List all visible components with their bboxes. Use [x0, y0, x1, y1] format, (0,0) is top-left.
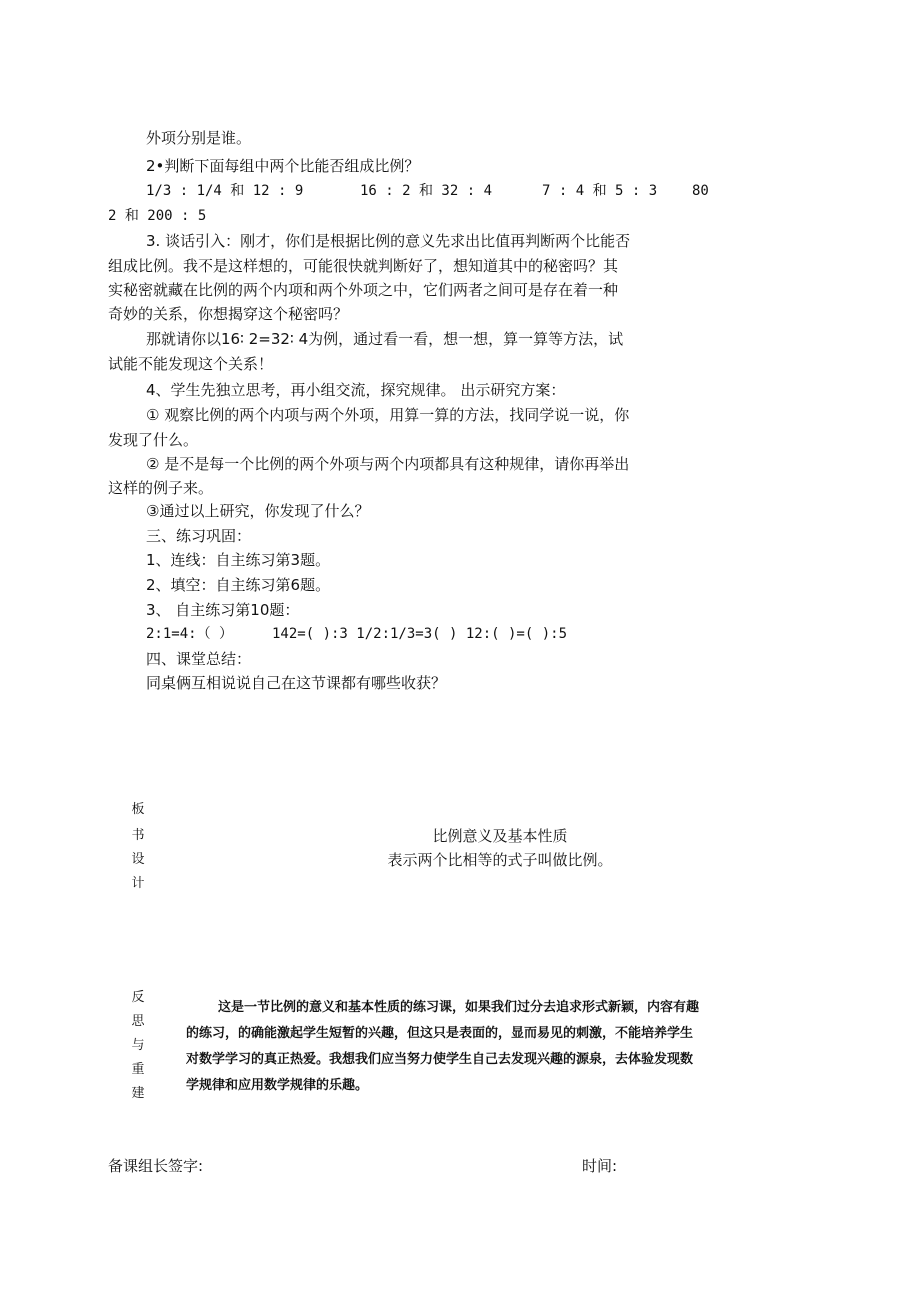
text-line: 那就请你以16∶ 2=32∶ 4为例，通过看一看，想一想，算一算等方法，试 [146, 330, 624, 348]
reflection-label-char: 与 [131, 1038, 145, 1053]
text-line: 4、学生先独立思考，再小组交流，探究规律。 出示研究方案： [146, 381, 566, 399]
reflection-label-char: 思 [131, 1014, 145, 1029]
reflection-label-char: 建 [131, 1086, 145, 1101]
text-line: 这样的例子来。 [108, 479, 214, 497]
ratio-pair-4-end: 2 和 200 : 5 [108, 208, 207, 224]
text-line: 外项分别是谁。 [146, 129, 252, 147]
text-line: 奇妙的关系，你想揭穿这个秘密吗？ [108, 305, 349, 323]
practice-item: 1、连线：自主练习第3题。 [146, 551, 331, 569]
summary-text: 同桌俩互相说说自己在这节课都有哪些收获？ [146, 674, 447, 692]
text-line: 组成比例。我不是这样想的，可能很快就判断好了，想知道其中的秘密吗？其 [108, 257, 619, 275]
practice-equation-2: 142=( ):3 1/2:1/3=3( ) 12:( )=( ):5 [272, 626, 568, 642]
time-label: 时间: [582, 1157, 618, 1175]
text-line: ③通过以上研究，你发现了什么？ [146, 502, 370, 520]
board-label-char: 计 [131, 876, 145, 891]
reflection-label-char: 重 [131, 1062, 145, 1077]
reflection-line: 的练习，的确能激起学生短暂的兴趣，但这只是表面的，显而易见的刺激，不能培养学生 [186, 1026, 694, 1041]
text-line: 3. 谈话引入：刚才，你们是根据比例的意义先求出比值再判断两个比能否 [146, 232, 631, 250]
reflection-line: 这是一节比例的意义和基本性质的练习课，如果我们过分去追求形式新颖，内容有趣 [218, 1000, 700, 1015]
board-definition: 表示两个比相等的式子叫做比例。 [387, 851, 613, 869]
text-line: 实秘密就藏在比例的两个内项和两个外项之中，它们两者之间可是存在着一种 [108, 281, 619, 299]
practice-item: 2、填空：自主练习第6题。 [146, 576, 331, 594]
text-line: ② 是不是每一个比例的两个外项与两个内项都具有这种规律，请你再举出 [146, 455, 630, 473]
practice-equation-1: 2:1=4:（ ） [146, 626, 234, 642]
board-label-char: 设 [131, 852, 145, 867]
text-line: 试能不能发现这个关系！ [108, 355, 274, 373]
text-line: ① 观察比例的两个内项与两个外项，用算一算的方法，找同学说一说，你 [146, 406, 630, 424]
summary-heading: 四、课堂总结： [146, 650, 252, 668]
ratio-pair-4-start: 80 [692, 183, 709, 199]
board-label-char: 书 [131, 828, 145, 843]
board-title: 比例意义及基本性质 [432, 827, 568, 845]
board-label-char: 板 [131, 802, 145, 817]
ratio-pair-1: 1/3 : 1/4 和 12 : 9 [146, 183, 304, 199]
reflection-label-char: 反 [131, 990, 145, 1005]
ratio-pair-3: 7 : 4 和 5 : 3 [542, 183, 658, 199]
practice-heading: 三、练习巩固： [146, 527, 252, 545]
practice-item: 3、 自主练习第10题： [146, 601, 300, 619]
ratio-pair-2: 16 : 2 和 32 : 4 [360, 183, 493, 199]
reflection-line: 对数学学习的真正热爱。我想我们应当努力使学生自己去发现兴趣的源泉，去体验发现数 [186, 1052, 694, 1067]
text-line: 发现了什么。 [108, 431, 199, 449]
question-heading: 2•判断下面每组中两个比能否组成比例？ [146, 157, 420, 175]
reflection-line: 学规律和应用数学规律的乐趣。 [186, 1078, 369, 1093]
signature-label: 备课组长签字: [108, 1157, 204, 1175]
